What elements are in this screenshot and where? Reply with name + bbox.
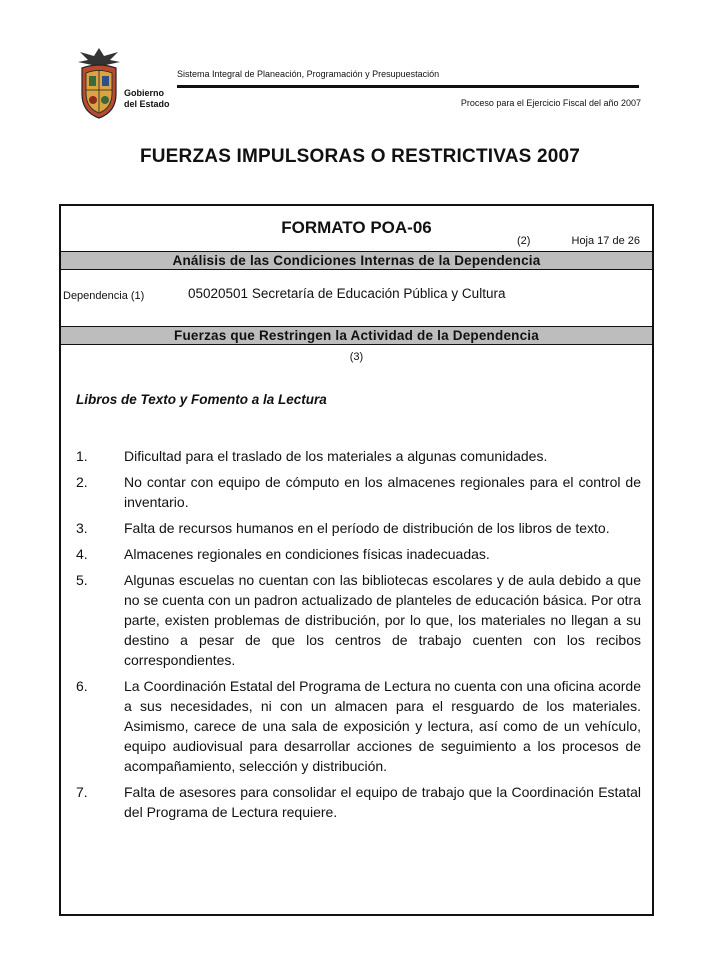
item-number: 7. [76,784,88,800]
item-number: 5. [76,572,88,588]
section-title: Libros de Texto y Fomento a la Lectura [76,392,327,407]
sheet-info: Hoja 17 de 26 [571,235,640,247]
government-label: Gobierno del Estado [124,88,170,109]
list-item [76,570,641,670]
dependency-label: Dependencia (1) [63,290,145,302]
list-item [76,472,641,512]
item-text: La Coordinación Estatal del Programa de Lectura no cuenta con una oficina acorde a sus necesidades, ni con un almacen para el resguardo de los materiales. Asimismo, carece de una sala de exposición y lectura, así como de un vehículo, equipo audiovisual para desarrollar acciones de seguimiento a los procesos de acompañamiento, selección y distribución. [124,678,641,774]
item-text: Algunas escuelas no cuentan con las bibliotecas escolares y de aula debido a que no se cuenta con un padron actualizado de planteles de educación básica. Por otra parte, existen problemas de distribución, por lo que, los materiales no llegan a su destino a pesar de que los centros de trabajo cuenten con los recibos correspondientes. [124,572,641,668]
item-number: 4. [76,546,88,562]
restricting-forces-header: Fuerzas que Restringen la Actividad de la Dependencia [61,326,652,345]
page-title: FUERZAS IMPULSORAS O RESTRICTIVAS 2007 [139,146,581,167]
list-item [76,518,641,538]
item-number: 3. [76,520,88,536]
state-seal-logo [74,46,124,120]
sheet-reference: (2) [517,235,531,247]
list-item [76,446,641,466]
item-number: 1. [76,448,88,464]
analysis-section-header: Análisis de las Condiciones Internas de la Dependencia [61,251,652,270]
form-poa-06 [59,204,654,916]
list-item [76,782,641,822]
section-reference: (3) [349,351,364,363]
header-rule [177,85,639,88]
item-number: 6. [76,678,88,694]
item-text: Dificultad para el traslado de los materiales a algunas comunidades. [124,448,548,464]
list-item [76,676,641,776]
form-title: FORMATO POA-06 [281,218,432,237]
list-item [76,544,641,564]
process-line: Proceso para el Ejercicio Fiscal del año 2007 [460,98,641,108]
item-number: 2. [76,474,88,490]
system-title: Sistema Integral de Planeación, Programación y Presupuestación [177,69,440,79]
item-text: No contar con equipo de cómputo en los almacenes regionales para el control de inventario. [124,474,641,510]
item-text: Falta de asesores para consolidar el equipo de trabajo que la Coordinación Estatal del Programa de Lectura requiere. [124,784,641,820]
item-text: Almacenes regionales en condiciones físicas inadecuadas. [124,546,490,562]
item-text: Falta de recursos humanos en el período de distribución de los libros de texto. [124,520,610,536]
dependency-value: 05020501 Secretaría de Educación Pública y Cultura [188,286,506,301]
restricting-forces-list [76,446,641,828]
